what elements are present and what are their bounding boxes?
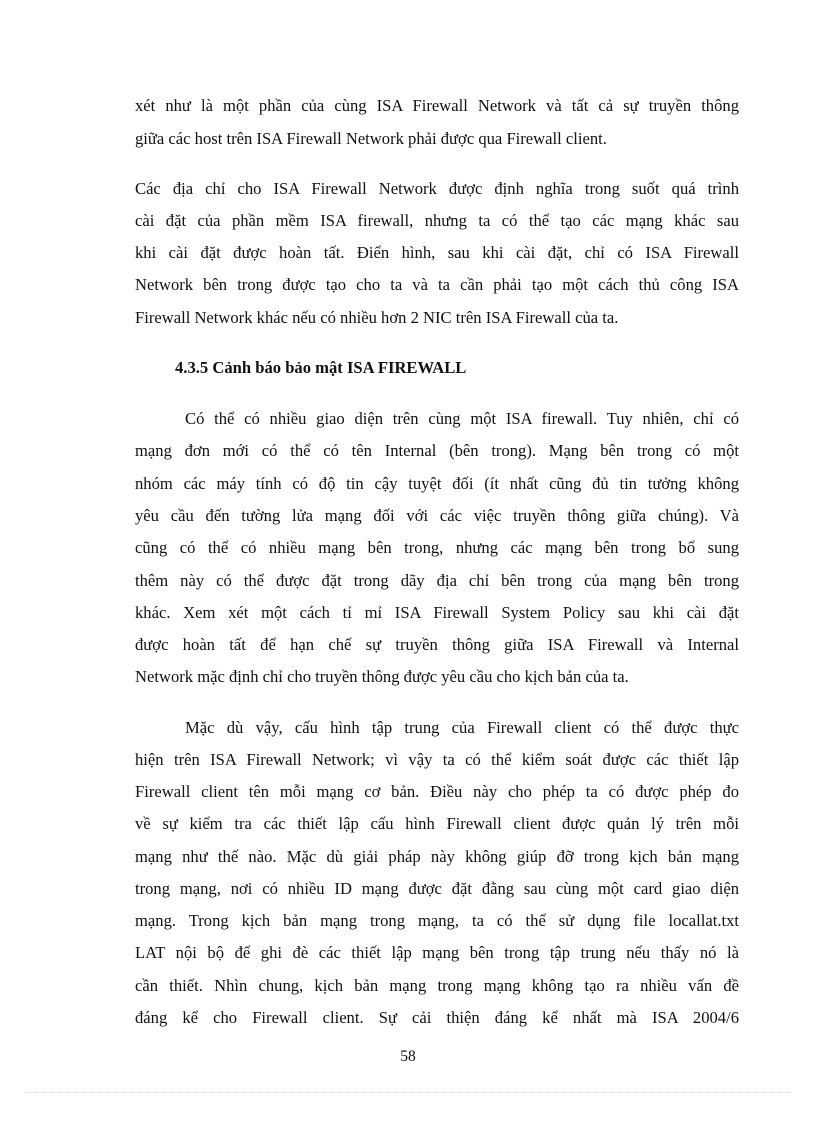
paragraph-3-line-1: Có thể có nhiều giao diện trên cùng một ISA firewall. Tuy nhiên, chỉ có	[185, 409, 739, 428]
paragraph-2-line-1: Các địa chỉ cho ISA Firewall Network được định nghĩa trong suốt quá trình	[135, 179, 739, 198]
paragraph-4-line-6: trong mạng, nơi có nhiều ID mạng được đặt đằng sau cùng một card giao diện	[135, 879, 739, 898]
paragraph-4-line-9: cần thiết. Nhìn chung, kịch bản mạng trong mạng không tạo ra nhiều vấn đề	[135, 976, 739, 995]
paragraph-4-line-7: mạng. Trong kịch bản mạng trong mạng, ta có thể sử dụng file locallat.txt	[135, 911, 739, 930]
paragraph-3-line-6: thêm này có thể được đặt trong dãy địa chỉ bên trong của mạng bên trong	[135, 571, 739, 590]
page-number: 58	[400, 1048, 416, 1065]
paragraph-3-line-5: cũng có thể có nhiều mạng bên trong, nhưng các mạng bên trong bổ sung	[135, 538, 739, 557]
section-heading: 4.3.5 Cảnh báo bảo mật ISA FIREWALL	[175, 358, 467, 377]
paragraph-1-line-1: xét như là một phần của cùng ISA Firewall Network và tất cả sự truyền thông	[135, 96, 739, 115]
paragraph-4-line-8: LAT nội bộ để ghi đè các thiết lập mạng bên trong tập trung nếu thấy nó là	[135, 943, 739, 962]
paragraph-1-line-2: giữa các host trên ISA Firewall Network phải được qua Firewall client.	[135, 129, 607, 148]
paragraph-3-line-3: nhóm các máy tính có độ tin cậy tuyệt đối (ít nhất cũng đủ tin tưởng không	[135, 474, 739, 493]
paragraph-4-line-5: mạng như thế nào. Mặc dù giải pháp này không giúp đỡ trong kịch bản mạng	[135, 847, 739, 866]
paragraph-4-line-1: Mặc dù vậy, cấu hình tập trung của Firewall client có thể được thực	[185, 718, 739, 737]
paragraph-4-line-2: hiện trên ISA Firewall Network; vì vậy ta có thể kiểm soát được các thiết lập	[135, 750, 739, 769]
footer-divider	[25, 1092, 791, 1093]
paragraph-4-line-3: Firewall client tên mỗi mạng cơ bản. Điều này cho phép ta có được phép đo	[135, 782, 739, 801]
paragraph-2-line-3: khi cài đặt được hoàn tất. Điển hình, sau khi cài đặt, chỉ có ISA Firewall	[135, 243, 739, 262]
paragraph-2-line-5: Firewall Network khác nếu có nhiều hơn 2 NIC trên ISA Firewall của ta.	[135, 308, 619, 327]
paragraph-3-line-8: được hoàn tất để hạn chế sự truyền thông giữa ISA Firewall và Internal	[135, 635, 739, 654]
paragraph-3-line-7: khác. Xem xét một cách tỉ mỉ ISA Firewall System Policy sau khi cài đặt	[135, 603, 739, 622]
paragraph-2-line-2: cài đặt của phần mềm ISA firewall, nhưng ta có thể tạo các mạng khác sau	[135, 211, 739, 230]
paragraph-3-line-4: yêu cầu đến tường lửa mạng đối với các việc truyền thông giữa chúng). Và	[135, 506, 739, 525]
paragraph-3-line-9: Network mặc định chỉ cho truyền thông được yêu cầu cho kịch bản của ta.	[135, 667, 629, 686]
paragraph-4-line-10: đáng kể cho Firewall client. Sự cải thiện đáng kể nhất mà ISA 2004/6	[135, 1008, 739, 1027]
paragraph-4-line-4: về sự kiểm tra các thiết lập cấu hình Firewall client được quản lý trên mỗi	[135, 814, 739, 833]
paragraph-2-line-4: Network bên trong được tạo cho ta và ta cần phải tạo một cách thủ công ISA	[135, 275, 739, 294]
paragraph-3-line-2: mạng đơn mới có thể có tên Internal (bên trong). Mạng bên trong có một	[135, 441, 739, 460]
